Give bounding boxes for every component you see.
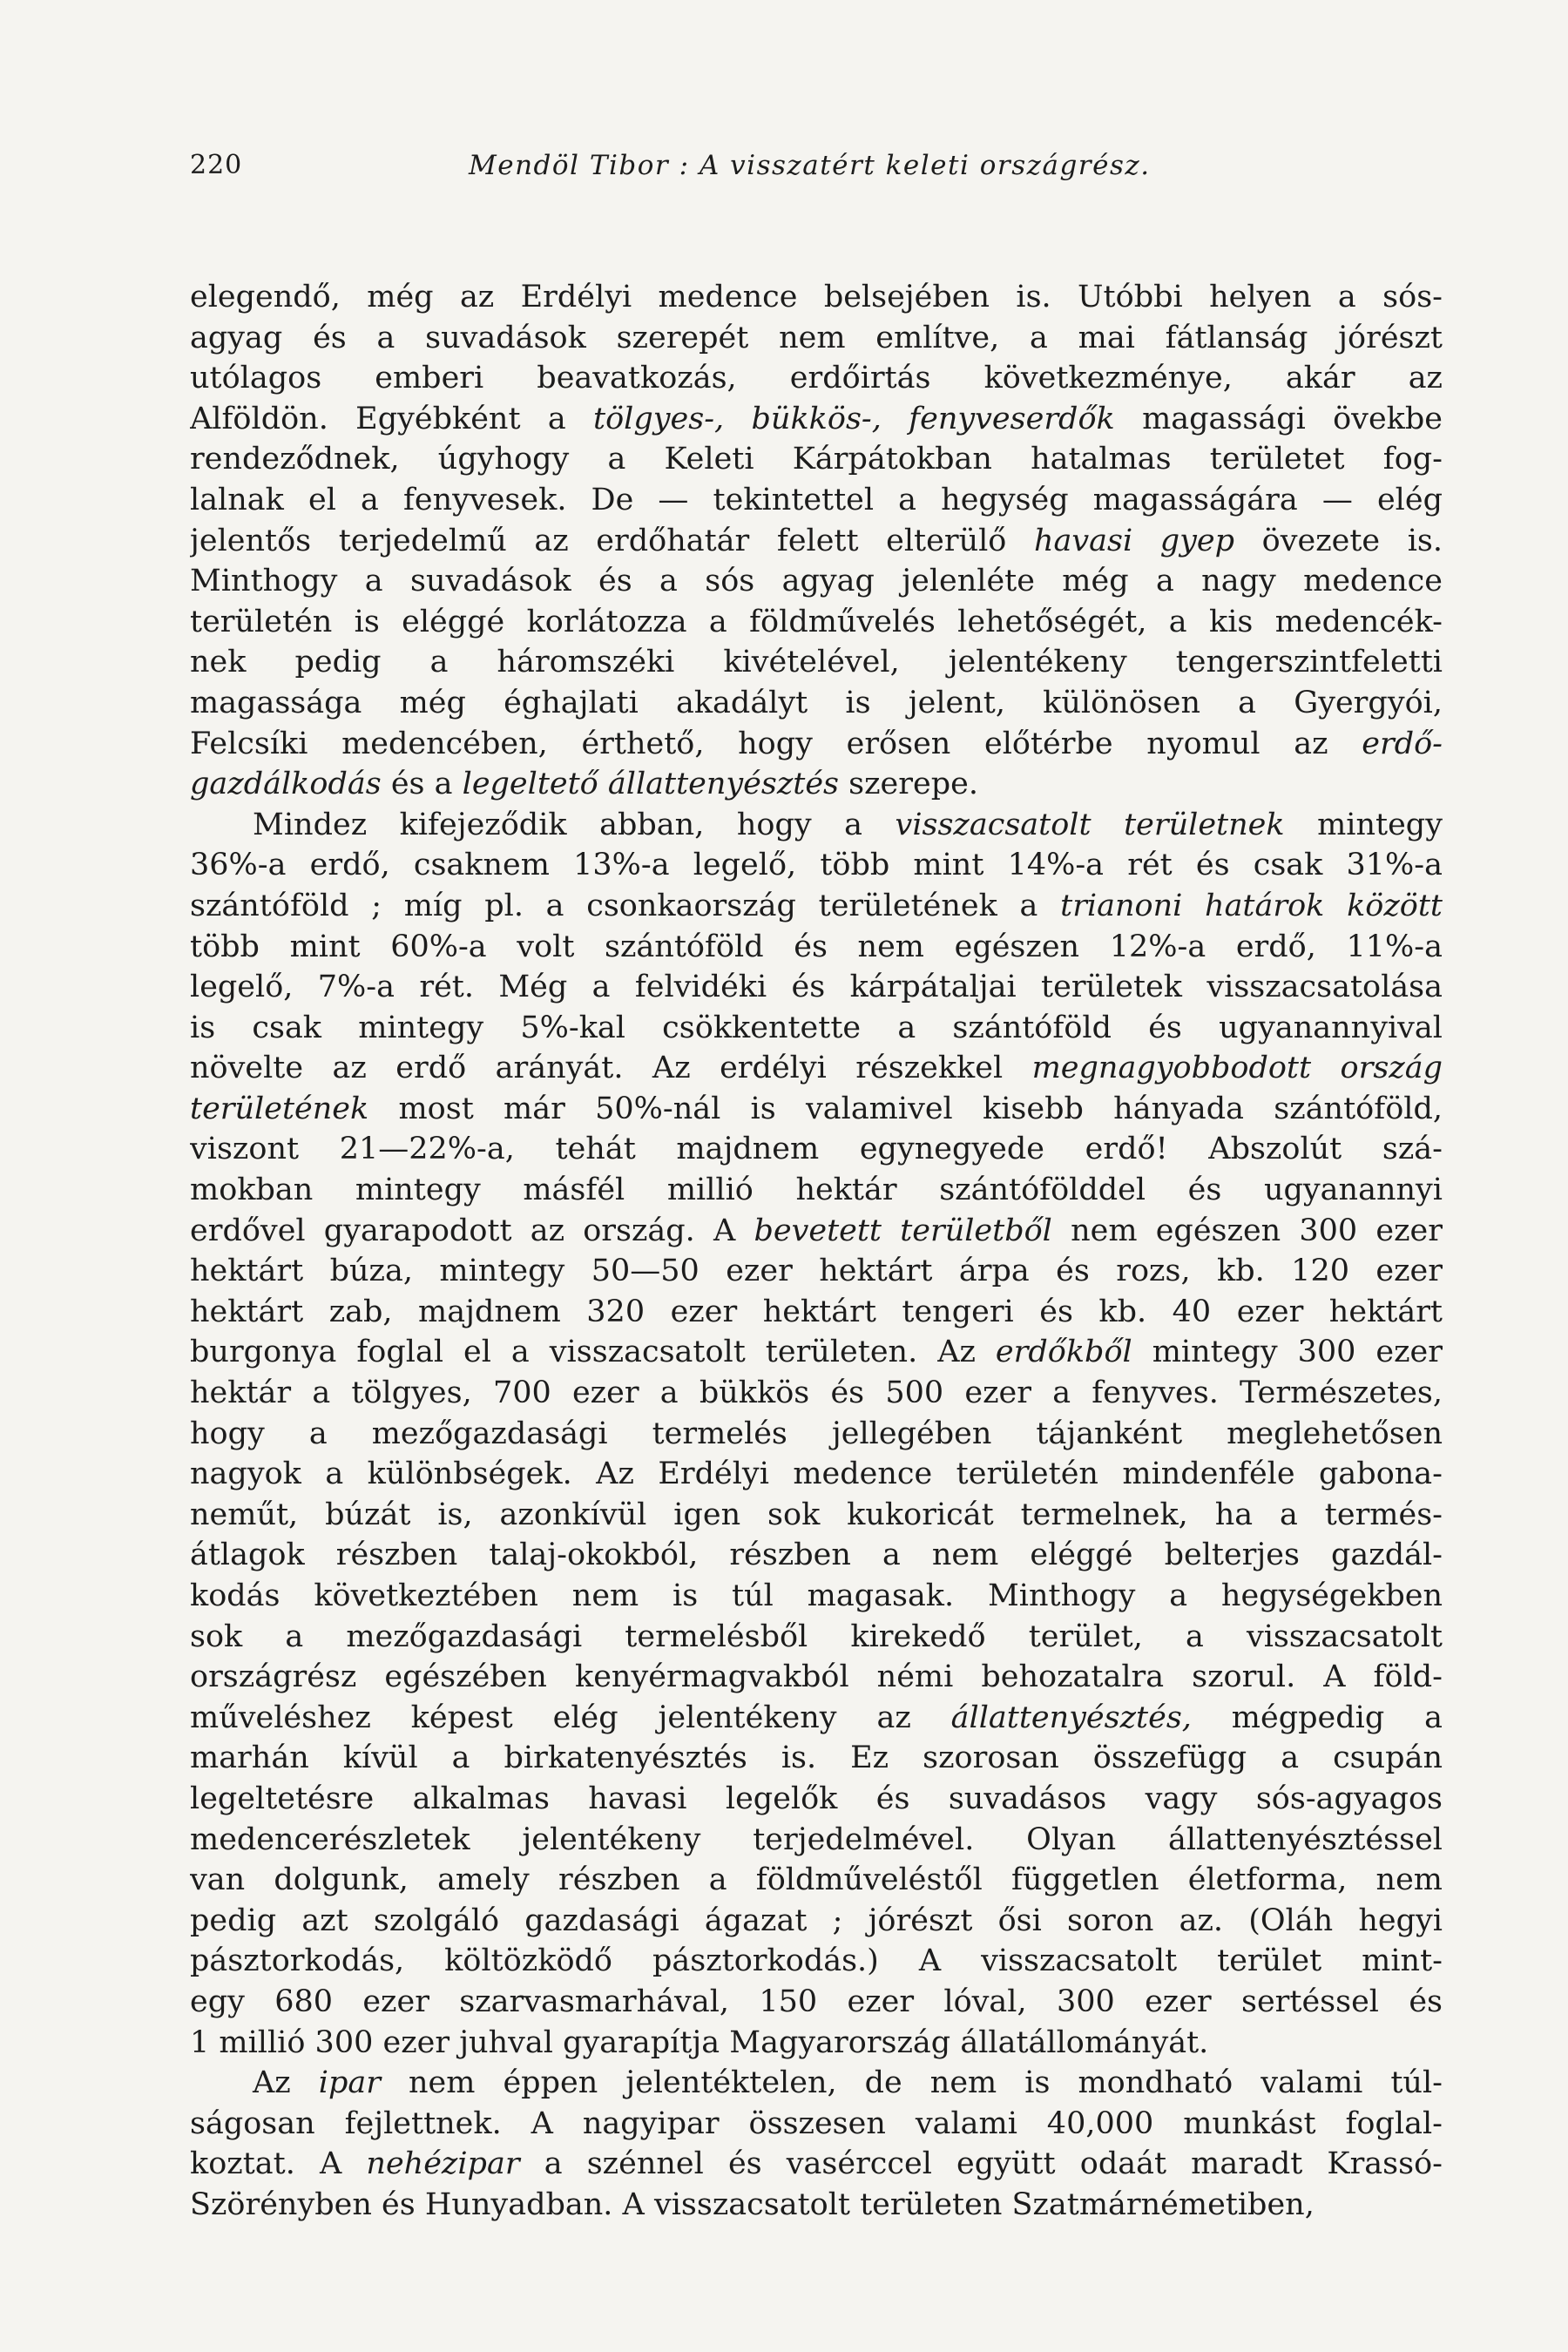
text-line: medencerészletek jelentékeny terjedelmével. Olyan állattenyésztéssel — [190, 1821, 1443, 1857]
text-line: pásztorkodás, költözködő pásztorkodás.) A visszacsatolt terület mint- — [190, 1943, 1443, 1979]
text-line: magassága még éghajlati akadályt is jelent, különösen a Gyergyói, — [190, 685, 1443, 720]
text-line: sok a mezőgazdasági termelésből kirekedő terület, a visszacsatolt — [190, 1619, 1443, 1654]
running-title: Mendöl Tibor : A visszatért keleti országrész. — [469, 150, 1151, 181]
text-line: területén is eléggé korlátozza a földművelés lehetőségét, a kis medencék- — [190, 604, 1443, 639]
running-header — [190, 150, 1444, 193]
text-line: egy 680 ezer szarvasmarhával, 150 ezer lóval, 300 ezer sertéssel és — [190, 1984, 1443, 2019]
text-line: 1 millió 300 ezer juhval gyarapítja Magyarország állatállományát. — [190, 2024, 1209, 2060]
text-line: szántóföld ; míg pl. a csonkaország területének a trianoni határok között — [190, 888, 1443, 923]
text-line: Alföldön. Egyébként a tölgyes-, bükkös-, fenyveserdők magassági övekbe — [190, 401, 1443, 436]
text-line: viszont 21—22%-a, tehát majdnem egynegyede erdő! Abszolút szá- — [190, 1132, 1443, 1167]
text-line: hogy a mezőgazdasági termelés jellegében tájanként meglehetősen — [190, 1416, 1443, 1451]
text-line: hektárt zab, majdnem 320 ezer hektárt tengeri és kb. 40 ezer hektárt — [190, 1294, 1443, 1329]
text-line: ságosan fejlettnek. A nagyipar összesen valami 40,000 munkást foglal- — [190, 2105, 1443, 2141]
text-line: Szörényben és Hunyadban. A visszacsatolt területen Szatmárnémetiben, — [190, 2186, 1315, 2222]
text-line: legeltetésre alkalmas havasi legelők és suvadásos vagy sós-agyagos — [190, 1781, 1443, 1816]
page-number: 220 — [190, 150, 243, 180]
text-line: gazdálkodás és a legeltető állattenyésztés szerepe. — [190, 767, 978, 802]
text-line: kodás következtében nem is túl magasak. Minthogy a hegységekben — [190, 1578, 1443, 1613]
text-line: 36%-a erdő, csaknem 13%-a legelő, több mint 14%-a rét és csak 31%-a — [190, 848, 1443, 883]
text-line: van dolgunk, amely részben a földműveléstől független életforma, nem — [190, 1862, 1443, 1898]
text-line: erdővel gyarapodott az ország. A bevetett területből nem egészen 300 ezer — [190, 1213, 1443, 1248]
text-line: műveléshez képest elég jelentékeny az állattenyésztés, mégpedig a — [190, 1700, 1443, 1735]
text-line: lalnak el a fenyvesek. De — tekintettel a hegység magasságára — elég — [190, 482, 1443, 517]
text-line: országrész egészében kenyérmagvakból némi behozatalra szorul. A föld- — [190, 1659, 1443, 1695]
text-line: agyag és a suvadások szerepét nem említve, a mai fátlanság jórészt — [190, 320, 1443, 355]
text-line: elegendő, még az Erdélyi medence belsejében is. Utóbbi helyen a sós- — [190, 280, 1443, 314]
text-line: neműt, búzát is, azonkívül igen sok kukoricát termelnek, ha a termés- — [190, 1497, 1443, 1532]
text-line: Minthogy a suvadások és a sós agyag jelenléte még a nagy medence — [190, 564, 1443, 599]
text-line: Mindez kifejeződik abban, hogy a visszacsatolt területnek mintegy — [253, 807, 1443, 842]
text-line: hektárt búza, mintegy 50—50 ezer hektárt árpa és rozs, kb. 120 ezer — [190, 1254, 1443, 1289]
text-line: területének most már 50%-nál is valamivel kisebb hányada szántóföld, — [190, 1091, 1443, 1126]
text-line: hektár a tölgyes, 700 ezer a bükkös és 500 ezer a fenyves. Természetes, — [190, 1375, 1443, 1411]
text-line: utólagos emberi beavatkozás, erdőirtás következménye, akár az — [190, 361, 1443, 396]
text-line: legelő, 7%-a rét. Még a felvidéki és kárpátaljai területek visszacsatolása — [190, 970, 1443, 1005]
text-line: burgonya foglal el a visszacsatolt területen. Az erdőkből mintegy 300 ezer — [190, 1335, 1443, 1370]
text-line: nagyok a különbségek. Az Erdélyi medence területén mindenféle gabona- — [190, 1456, 1443, 1492]
body-text — [190, 277, 1443, 2226]
text-line: koztat. A nehézipar a szénnel és vasérccel együtt odaát maradt Krassó- — [190, 2146, 1443, 2182]
text-line: több mint 60%-a volt szántóföld és nem egészen 12%-a erdő, 11%-a — [190, 929, 1443, 964]
text-line: jelentős terjedelmű az erdőhatár felett elterülő havasi gyep övezete is. — [190, 523, 1443, 558]
text-line: Felcsíki medencében, érthető, hogy erősen előtérbe nyomul az erdő- — [190, 726, 1443, 761]
text-line: pedig azt szolgáló gazdasági ágazat ; jórészt ősi soron az. (Oláh hegyi — [190, 1903, 1443, 1938]
text-line: átlagok részben talaj-okokból, részben a nem eléggé belterjes gazdál- — [190, 1538, 1443, 1573]
text-line: mokban mintegy másfél millió hektár szántófölddel és ugyanannyi — [190, 1173, 1443, 1208]
text-line: is csak mintegy 5%-kal csökkentette a szántóföld és ugyanannyival — [190, 1010, 1443, 1045]
text-line: rendeződnek, úgyhogy a Keleti Kárpátokban hatalmas területet fog- — [190, 442, 1443, 477]
text-line: Az ipar nem éppen jelentéktelen, de nem is mondható valami túl- — [253, 2065, 1443, 2101]
text-line: nek pedig a háromszéki kivételével, jelentékeny tengerszintfeletti — [190, 645, 1443, 680]
text-line: növelte az erdő arányát. Az erdélyi részekkel megnagyobbodott ország — [190, 1051, 1443, 1086]
text-line: marhán kívül a birkatenyésztés is. Ez szorosan összefügg a csupán — [190, 1740, 1443, 1776]
